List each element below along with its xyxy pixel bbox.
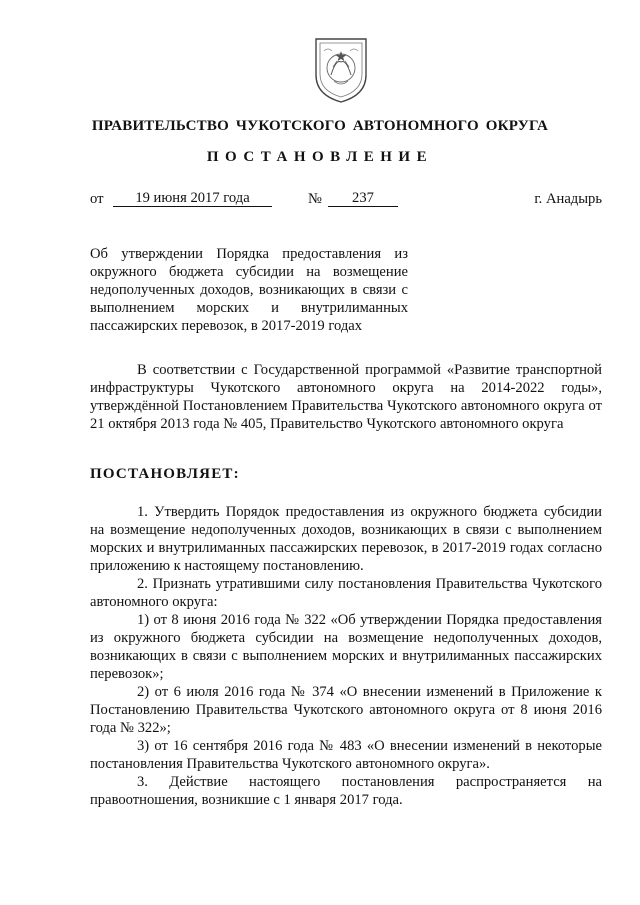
organization-title: ПРАВИТЕЛЬСТВО ЧУКОТСКОГО АВТОНОМНОГО ОКРУГА (91, 118, 549, 134)
paragraph-2-item-1: 1) от 8 июня 2016 года № 322 «Об утверждении Порядка предоставления из окружного бюджета субсидии на возмещение недополученных доходов, возникающих в связи с выполнением морских и внутрилиманных пассажирских перевозок»; (90, 612, 602, 682)
paragraph-1: 1. Утвердить Порядок предоставления из окружного бюджета субсидии на возмещение недополученных доходов, возникающих в связи с выполнением морских и внутрилиманных пассажирских перевозок, в 2017-2019 годах согласно приложению к настоящему постановлению. (90, 504, 602, 574)
document-date: 19 июня 2017 года (113, 190, 272, 207)
document-subject: Об утверждении Порядка предоставления из окружного бюджета субсидии на возмещение недополученных доходов, возникающих в связи с выполнением морских и внутрилиманных пассажирских перевозок, в 2017-2019 годах (90, 246, 408, 334)
date-number-line (90, 190, 602, 210)
document-type: ПОСТАНОВЛЕНИЕ (206, 149, 434, 165)
coat-of-arms-icon (310, 31, 372, 105)
paragraph-2-item-2: 2) от 6 июля 2016 года № 374 «О внесении изменений в Приложение к Постановлению Правительства Чукотского автономного округа от 8 июня 2016 года № 322»; (90, 684, 602, 736)
document-number: 237 (328, 190, 398, 207)
from-label: от (90, 191, 104, 207)
decree-heading: ПОСТАНОВЛЯЕТ: (90, 466, 240, 482)
preamble-paragraph: В соответствии с Государственной программой «Развитие транспортной инфраструктуры Чукотского автономного округа на 2014-2022 годы», утверждённой Постановлением Правительства Чукотского автономного округа от 21 октября 2013 года № 405, Правительство Чукотского автономного округа (90, 362, 602, 432)
city-name: г. Анадырь (534, 191, 602, 207)
paragraph-2: 2. Признать утратившими силу постановления Правительства Чукотского автономного округа: (90, 576, 602, 610)
decree-body (90, 503, 602, 809)
paragraph-2-item-3: 3) от 16 сентября 2016 года № 483 «О внесении изменений в некоторые постановления Правительства Чукотского автономного округа». (90, 738, 602, 772)
number-label: № (308, 191, 322, 207)
paragraph-3: 3. Действие настоящего постановления распространяется на правоотношения, возникшие с 1 января 2017 года. (90, 774, 602, 808)
